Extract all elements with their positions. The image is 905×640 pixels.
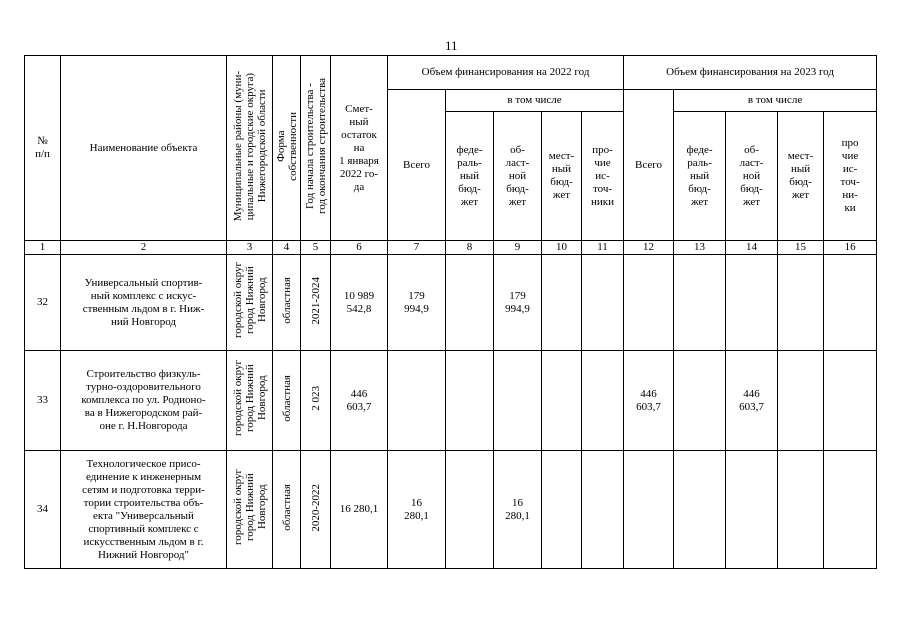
row-years: 2020-2022 [309,483,322,532]
header-years-cell [301,56,331,241]
header-district: Муниципальные районы (муни- ципальные и городские округа) Нижегородской области [231,70,268,222]
row-regional-2022: 179 994,9 [494,255,542,351]
row-regional-2023 [726,255,778,351]
row-district: городской округ город Нижний Новгород [231,469,268,546]
header-regional-2023: об- ласт- ной бюд- жет [726,112,778,241]
column-number: 1 [25,241,61,255]
row-name: Универсальный спортив- ный комплекс с искус- ственным льдом в г. Ниж- ний Новгород [61,255,227,351]
row-ownership: областная [280,375,293,422]
row-total-2022: 179 994,9 [388,255,446,351]
header-fin-2023: Объем финансирования на 2023 год [624,56,877,90]
header-row-1 [25,56,877,90]
row-local-2022 [542,255,582,351]
column-number: 14 [726,241,778,255]
row-federal-2022 [446,351,494,451]
row-federal-2022 [446,255,494,351]
row-regional-2023 [726,451,778,569]
column-number: 2 [61,241,227,255]
header-total-2022: Всего [388,90,446,241]
row-local-2022 [542,351,582,451]
column-number-row [25,241,877,255]
table-row [25,255,877,351]
row-total-2022 [388,351,446,451]
row-local-2023 [778,351,824,451]
row-remainder: 10 989 542,8 [331,255,388,351]
column-number: 3 [227,241,273,255]
row-district-cell [227,351,273,451]
row-num: 32 [25,255,61,351]
row-federal-2022 [446,451,494,569]
row-ownership: областная [280,277,293,324]
column-number: 7 [388,241,446,255]
row-district: городской округ город Нижний Новгород [231,360,268,437]
row-other-2023 [824,255,877,351]
column-number: 11 [582,241,624,255]
row-ownership-cell [273,255,301,351]
row-district-cell [227,255,273,351]
row-district: городской округ город Нижний Новгород [231,262,268,339]
row-years-cell [301,451,331,569]
row-ownership-cell [273,351,301,451]
row-other-2022 [582,351,624,451]
row-local-2022 [542,451,582,569]
row-years: 2021-2024 [309,276,322,325]
row-ownership: областная [280,484,293,531]
table-row [25,351,877,451]
column-number: 10 [542,241,582,255]
column-number: 4 [273,241,301,255]
column-number: 16 [824,241,877,255]
header-num: № п/п [25,56,61,241]
header-fin-2022: Объем финансирования на 2022 год [388,56,624,90]
row-remainder: 16 280,1 [331,451,388,569]
column-number: 8 [446,241,494,255]
column-number: 12 [624,241,674,255]
header-regional-2022: об- ласт- ной бюд- жет [494,112,542,241]
header-remainder: Смет- ный остаток на 1 января 2022 го- да [331,56,388,241]
row-regional-2022: 16 280,1 [494,451,542,569]
financing-table [24,55,877,569]
row-years-cell [301,255,331,351]
page-number: 11 [445,38,458,53]
header-local-2022: мест- ный бюд- жет [542,112,582,241]
header-other-2022: про- чие ис- точ- ники [582,112,624,241]
row-other-2023 [824,351,877,451]
header-federal-2023: феде- раль- ный бюд- жет [674,112,726,241]
row-ownership-cell [273,451,301,569]
row-other-2023 [824,451,877,569]
column-number: 5 [301,241,331,255]
row-federal-2023 [674,451,726,569]
header-name: Наименование объекта [61,56,227,241]
header-district-cell [227,56,273,241]
row-total-2023 [624,451,674,569]
header-ownership: Форма собственности [274,111,299,181]
row-num: 33 [25,351,61,451]
header-other-2023: про чие ис- точ- ни- ки [824,112,877,241]
column-number: 15 [778,241,824,255]
row-federal-2023 [674,351,726,451]
row-years-cell [301,351,331,451]
row-name: Строительство физкуль- турно-оздоровительного комплекса по ул. Родионо- ва в Нижегородском рай- оне г. Н.Новгорода [61,351,227,451]
table-row [25,451,877,569]
column-number: 13 [674,241,726,255]
header-total-2023: Всего [624,90,674,241]
row-years: 2 023 [309,386,322,411]
column-number: 9 [494,241,542,255]
row-total-2023 [624,255,674,351]
row-other-2022 [582,255,624,351]
header-incl-2022: в том числе [446,90,624,112]
header-incl-2023: в том числе [674,90,877,112]
row-local-2023 [778,451,824,569]
row-num: 34 [25,451,61,569]
header-years: Год начала строительства - год окончания строительства [303,78,328,214]
row-regional-2023: 446 603,7 [726,351,778,451]
row-other-2022 [582,451,624,569]
row-federal-2023 [674,255,726,351]
row-district-cell [227,451,273,569]
column-number: 6 [331,241,388,255]
header-local-2023: мест- ный бюд- жет [778,112,824,241]
row-regional-2022 [494,351,542,451]
header-ownership-cell [273,56,301,241]
header-federal-2022: феде- раль- ный бюд- жет [446,112,494,241]
row-total-2023: 446 603,7 [624,351,674,451]
row-total-2022: 16 280,1 [388,451,446,569]
row-remainder: 446 603,7 [331,351,388,451]
row-local-2023 [778,255,824,351]
row-name: Технологическое присо- единение к инженерным сетям и подготовка терри- тории строительства объ- екта "Универсальный спортивный комплекс с искусственным льдом в г. Нижний Новгород" [61,451,227,569]
